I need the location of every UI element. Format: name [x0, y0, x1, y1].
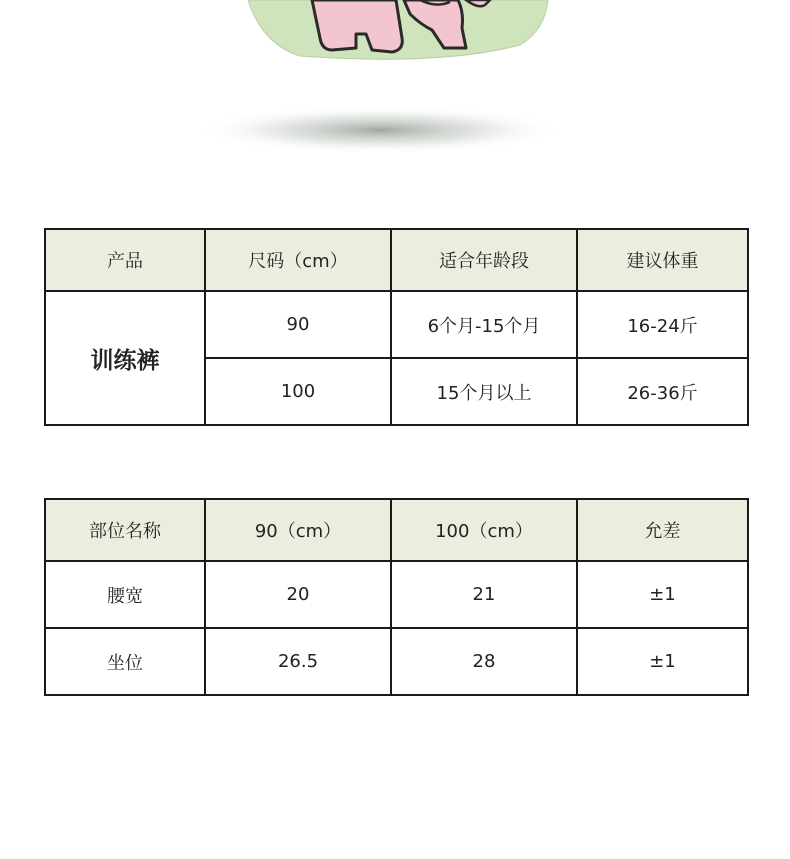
- tolerance-value: ±1: [577, 628, 748, 695]
- header-product: 产品: [45, 229, 205, 291]
- tolerance-value: ±1: [577, 561, 748, 628]
- product-image: [0, 0, 790, 180]
- product-name: 训练裤: [45, 291, 205, 425]
- table-row: [45, 291, 748, 358]
- size-table-header-row: [45, 229, 748, 291]
- size-value: 100: [205, 358, 391, 425]
- training-pants-elephant-print-icon: [0, 0, 790, 180]
- age-value: 15个月以上: [391, 358, 577, 425]
- value-100: 28: [391, 628, 577, 695]
- size-value: 90: [205, 291, 391, 358]
- size-table: [44, 228, 749, 426]
- weight-value: 16-24斤: [577, 291, 748, 358]
- measurement-table-header-row: [45, 499, 748, 561]
- part-name: 腰宽: [45, 561, 205, 628]
- header-size-100: 100（cm）: [391, 499, 577, 561]
- header-tolerance: 允差: [577, 499, 748, 561]
- table-row: [45, 561, 748, 628]
- value-90: 20: [205, 561, 391, 628]
- header-size: 尺码（cm）: [205, 229, 391, 291]
- table-row: [45, 628, 748, 695]
- age-value: 6个月-15个月: [391, 291, 577, 358]
- value-100: 21: [391, 561, 577, 628]
- value-90: 26.5: [205, 628, 391, 695]
- header-weight: 建议体重: [577, 229, 748, 291]
- header-size-90: 90（cm）: [205, 499, 391, 561]
- measurement-table: [44, 498, 749, 696]
- part-name: 坐位: [45, 628, 205, 695]
- weight-value: 26-36斤: [577, 358, 748, 425]
- header-age-range: 适合年龄段: [391, 229, 577, 291]
- header-part-name: 部位名称: [45, 499, 205, 561]
